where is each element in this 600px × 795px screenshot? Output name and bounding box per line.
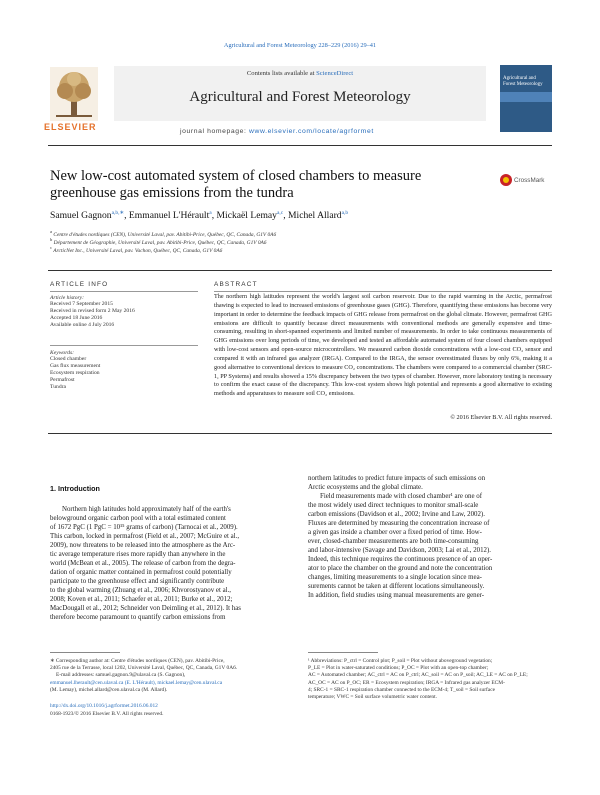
keywords-label: Keywords:	[50, 350, 75, 356]
body-line: and labor-intensive (Savage and Davidson, 2003; Lai et al., 2012).	[308, 547, 491, 554]
affiliation: $^b$ Département de Géographie, Université Laval, pav. Abitibi-Price, Québec, QC, Canada, G1V 0A6	[50, 237, 267, 246]
keywords	[50, 350, 200, 391]
body-line: ator to place the chamber on the ground and note the concentration	[308, 565, 493, 572]
affiliation: $^c$ ArcticNet Inc., Université Laval, pav. Vachon, Québec, QC, Canada, G1V 0A6	[50, 245, 223, 254]
body-line: 2008; Koven et al., 2011; Schaefer et al., 2011; Burke et al., 2012;	[50, 596, 233, 603]
author-affil-sup[interactable]: a,b	[341, 210, 349, 216]
footnote-rule	[308, 652, 378, 653]
citation-line[interactable]: Agricultural and Forest Meteorology 228–229 (2016) 29–41	[223, 42, 377, 49]
abstract-text: The northern high latitudes represent the world's largest soil carbon reservoir. Due to the rapid warming in the Arctic, permafrost thawing is expected to lead to increased emissions of greenhouse gases (GHG). Therefore, quantifying these emissions has become very important in order to determine the feedback impacts of GHG release from permafrost on the global climate. However, permafrost GHG emissions are difficult to quantify because direct measurements with conventional methods are generally expensive and time-consuming, resulting in short-spanned experiments and limited number of measurements. In order to take continuous measurements of GHG emissions over long periods of time, we developed and tested an affordable automated system of four closed chambers equipped with low-cost sensors and open-source microcontrollers. We measured carbon dioxide concentrations with a low-cost CO₂ sensor and compared it with an infrared gas analyzer (IRGA). Compared to the IRGA, the sensor overestimated fluxes by only 6%, making it a good alternative to conventional devices to measure CO₂ concentrations. The chambers were compared to a commercial chamber (SRC-1, PP Systems) and results showed a 15% discrepancy between the two types of chamber. However, more laboratory testing is necessary to confirm the exact cause of the discrepancy. This low-cost system shows high potential and represents a good alternative to existing methods and apparatuses to measure soil CO₂ emissions.	[214, 293, 552, 398]
body-line: tic average temperature rises more rapidly than anywhere in the	[50, 551, 226, 558]
body-line: Arctic ecosystems and the global climate.	[308, 484, 423, 491]
footnote-line: temperature; VWC = Soil surface volumetric water content.	[308, 694, 437, 701]
keyword: Tundra	[50, 384, 66, 390]
body-line: carbon emissions (Davidson et al., 2002; Irvine and Law, 2002).	[308, 511, 485, 518]
footnote-rule	[50, 652, 120, 653]
affiliation: $^a$ Centre d'études nordiques (CEN), Université Laval, pav. Abitibi-Price, Québec, QC, Canada, G1V 0A6	[50, 229, 277, 238]
keyword: Gas flux measurement	[50, 363, 101, 369]
body-line: northern latitudes to predict future impacts of such emissions on	[308, 475, 486, 482]
body-line: MacDougall et al., 2012; Schneider von Deimling et al., 2012). It has	[50, 605, 241, 612]
history-item: Received in revised form 2 May 2016	[50, 308, 135, 314]
body-line: surements cannot be taken at different locations simultaneously.	[308, 583, 485, 590]
title-line: greenhouse gas emissions from the tundra	[50, 185, 294, 201]
doi-link[interactable]: http://dx.doi.org/10.1016/j.agrformet.2016.06.012	[50, 703, 158, 709]
section-heading-introduction: 1. Introduction	[50, 484, 100, 493]
body-line: This carbon, locked in permafrost (Field et al., 2007; McGuire et al.,	[50, 533, 240, 540]
footnote-line: AC_OC = AC on P_OC; ER = Ecosystem respiration; IRGA = Infrared gas analyzer ECM-	[308, 679, 505, 686]
history-item: Available online 4 July 2016	[50, 322, 115, 328]
author-name[interactable]: Michel Allard	[288, 210, 342, 222]
footnote-line: AC = Automated chamber; AC_ctrl = AC on P_ctrl; AC_soil = AC on P_soil; AC_LE = AC on P_LE;	[308, 672, 528, 679]
body-line: Northern high latitudes hold approximately half of the earth's	[62, 506, 231, 513]
author-affil-sup[interactable]: a	[209, 210, 212, 216]
history-item: Received 7 September 2015	[50, 301, 113, 307]
footnote-line: 2405 rue de la Terrasse, local 1202, Université Laval, Québec, QC, Canada, G1V 0A6.	[50, 665, 238, 672]
header-rule	[48, 145, 552, 146]
contents-prefix: Contents lists available at	[246, 70, 317, 77]
body-line: In addition, field studies using manual measurements are gener-	[308, 592, 485, 599]
body-line: therefore become paramount to quantify carbon emissions from	[50, 614, 226, 621]
abbreviations-footnote	[308, 658, 552, 701]
footnote-line[interactable]: (M. Lemay), michel.allard@cen.ulaval.ca (M. Allard).	[50, 686, 168, 693]
keywords-rule	[50, 345, 198, 346]
keyword: Closed chamber	[50, 356, 87, 362]
intro-right-column	[308, 474, 552, 600]
homepage-label: journal homepage:	[180, 128, 249, 135]
section-rule	[48, 270, 552, 271]
body-line: Field measurements made with closed chamber¹ are one of	[320, 493, 483, 500]
footnote-line: P_LE = Plot in water-saturated conditions; P_OC = Plot with an open-top chamber;	[308, 665, 489, 672]
footnote-line[interactable]: E-mail addresses: samuel.gagnon.9@ulaval.ca (S. Gagnon),	[56, 672, 186, 679]
footnote-line: 4; SRC-1 = SRC-1 respiration chamber connected to the ECM-4; T_soil = Soil surface	[308, 686, 495, 693]
elsevier-wordmark: ELSEVIER	[44, 122, 97, 132]
intro-left-column	[50, 505, 294, 622]
sciencedirect-link[interactable]: ScienceDirect	[316, 70, 354, 77]
journal-cover-title: Agricultural and Forest Meteorology	[503, 76, 543, 87]
body-line: the most widely used direct techniques to monitor small-scale	[308, 502, 479, 509]
body-line: ever, closed-chamber measurements are both time-consuming	[308, 538, 479, 545]
author-list: Samuel Gagnon$^{a,b,∗}$, Emmanuel L'Hérault$^a$, Mickaël Lemay$^{a,c}$, Michel Allard$^{a,b}$	[50, 210, 349, 222]
author-name[interactable]: Emmanuel L'Hérault	[128, 210, 210, 222]
abstract-copyright: © 2016 Elsevier B.V. All rights reserved.	[450, 414, 552, 421]
footnote-email-line[interactable]: emmanuel.lherault@cen.ulaval.ca (E. L'Hérault), mickael.lemay@cen.ulaval.ca	[50, 679, 223, 686]
body-line: changes, limiting measurements to a single location since mea-	[308, 574, 482, 581]
author-name[interactable]: Mickaël Lemay	[216, 210, 277, 222]
journal-title: Agricultural and Forest Meteorology	[189, 89, 411, 105]
body-line: 2009), now threatens to be released into the atmosphere as the Arc-	[50, 542, 236, 549]
keyword: Ecosystem respiration	[50, 370, 100, 376]
crossmark-button[interactable]	[500, 171, 544, 189]
body-line: Fluxes are determined by measuring the concentration increase of	[308, 520, 490, 527]
journal-cover-stripe	[500, 92, 552, 102]
article-info-rule	[50, 291, 198, 292]
issn-line: 0168-1923/© 2016 Elsevier B.V. All rights reserved.	[50, 711, 164, 717]
homepage-link[interactable]: www.elsevier.com/locate/agrformet	[249, 128, 374, 135]
abstract-rule	[214, 291, 552, 292]
body-line: dation of organic matter contained in permafrost could potentially	[50, 569, 232, 576]
history-label: Article history:	[50, 295, 85, 301]
body-line: belowground organic carbon pool with a total estimated content	[50, 515, 226, 522]
article-info-heading: ARTICLE INFO	[50, 281, 109, 288]
article-history	[50, 295, 200, 329]
elsevier-tree-logo	[50, 67, 98, 121]
abstract-heading: ABSTRACT	[214, 281, 258, 288]
body-line: to the global warming (Zhuang et al., 2006; Khvorostyanov et al.,	[50, 587, 232, 594]
abstract-bottom-rule	[48, 433, 552, 434]
crossmark-icon	[500, 174, 512, 186]
footnote-line: ¹ Abbreviations: P_ctrl = Control plot; P_soil = Plot without aboveground vegetation;	[308, 658, 493, 664]
footnote-line: ∗ Corresponding author at: Centre d'études nordiques (CEN), pav. Abitibi-Price,	[50, 658, 225, 664]
body-line: a given gas inside a chamber over a fixed period of time. How-	[308, 529, 482, 536]
journal-homepage	[180, 128, 374, 135]
body-line: of 1672 PgC (1 PgC = 10¹⁵ grams of carbon) (Tarnocai et al., 2009).	[50, 524, 238, 531]
author-affil-sup[interactable]: a,c	[276, 210, 284, 216]
body-line: world (McBean et al., 2005). The release of carbon from the degra-	[50, 560, 236, 567]
body-line: Indeed, this technique requires the continuous presence of an oper-	[308, 556, 493, 563]
corresponding-author-footnote	[50, 658, 294, 694]
author-affil-sup[interactable]: a,b,∗	[111, 210, 125, 216]
crossmark-label: CrossMark	[514, 176, 545, 184]
paper-title	[50, 168, 470, 202]
body-line: participate to the greenhouse effect and significantly contribute	[50, 578, 225, 585]
history-item: Accepted 18 June 2016	[50, 315, 103, 321]
keyword: Permafrost	[50, 377, 75, 383]
author-name[interactable]: Samuel Gagnon	[50, 210, 112, 222]
title-line: New low-cost automated system of closed chambers to measure	[50, 168, 422, 184]
